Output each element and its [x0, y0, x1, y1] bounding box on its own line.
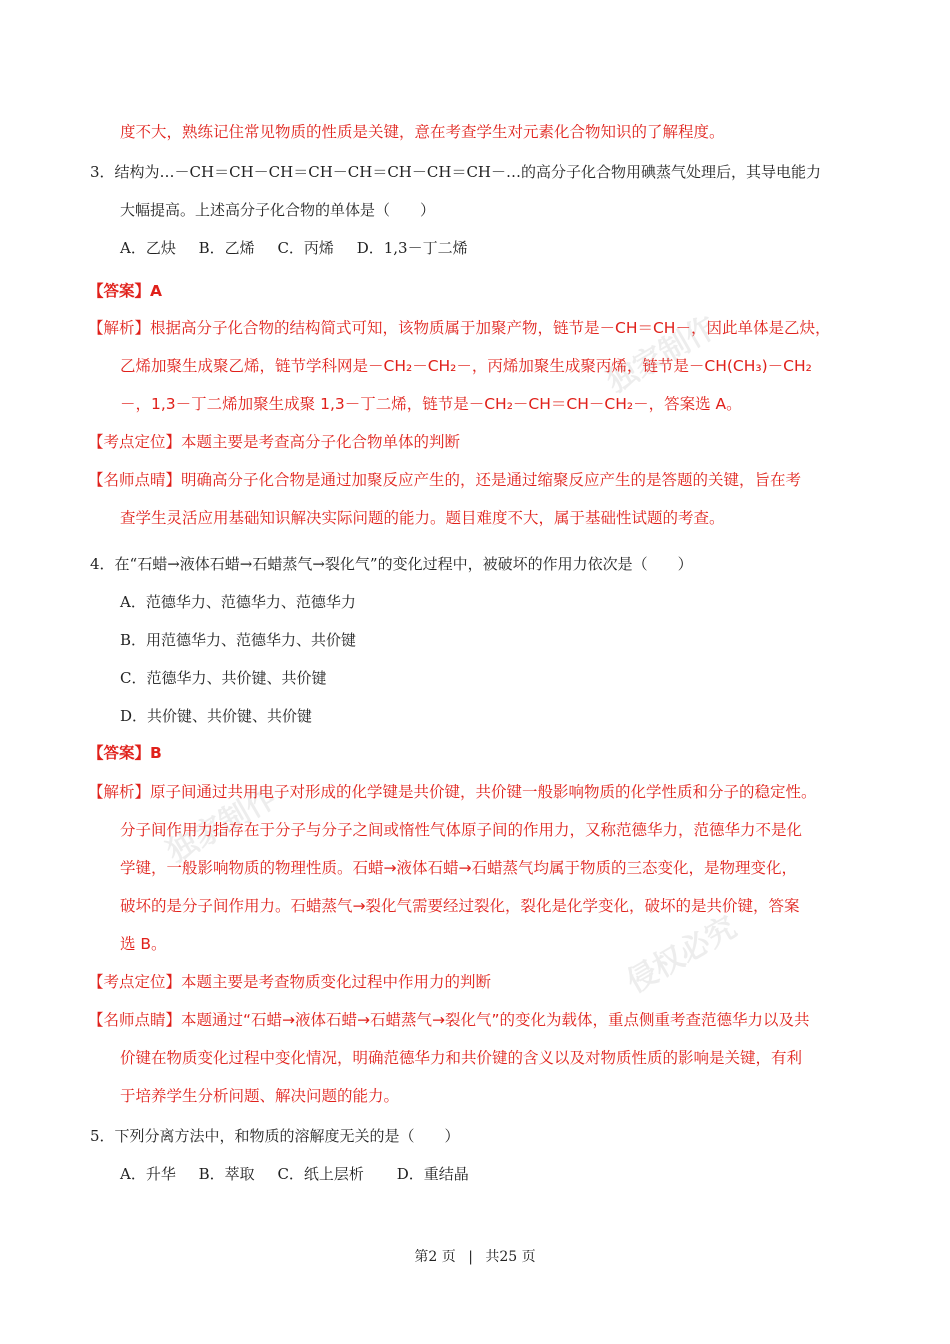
q3-options — [120, 238, 486, 258]
q3-mingshi-line1: 【名师点晴】明确高分子化合物是通过加聚反应产生的，还是通过缩聚反应产生的是答题的关键，旨在考 — [88, 471, 802, 489]
q4-option-b: B．用范德华力、范德华力、共价键 — [120, 631, 357, 649]
watermark-3: 侵权必究 — [621, 909, 743, 1001]
q3-answer: 【答案】A — [88, 282, 162, 300]
q4-analysis-line5: 选 B。 — [120, 935, 167, 953]
q3-option-a: A．乙炔 — [120, 239, 176, 257]
q4-analysis-line4: 破坏的是分子间作用力。石蜡蒸气→裂化气需要经过裂化，裂化是化学变化，破坏的是共价键，答案 — [120, 897, 800, 915]
intro-line: 度不大，熟练记住常见物质的性质是关键，意在考查学生对元素化合物知识的了解程度。 — [120, 123, 725, 141]
q4-analysis-line2: 分子间作用力指存在于分子与分子之间或惰性气体原子间的作用力，又称范德华力，范德华力不是化 — [120, 821, 803, 839]
q5-option-a: A．升华 — [120, 1165, 176, 1183]
footer-separator: | — [468, 1249, 473, 1265]
q4-stem: 4．在“石蜡→液体石蜡→石蜡蒸气→裂化气”的变化过程中，被破坏的作用力依次是（ ） — [90, 555, 693, 573]
q3-stem-line1: 3．结构为…－CH＝CH－CH＝CH－CH＝CH－CH＝CH－…的高分子化合物用碘蒸气处理后，其导电能力 — [90, 163, 822, 181]
q3-option-c: C．丙烯 — [277, 239, 334, 257]
page-footer — [0, 1246, 950, 1266]
q4-analysis-line3: 学键，一般影响物质的物理性质。石蜡→液体石蜡→石蜡蒸气均属于物质的三态变化，是物理变化， — [120, 859, 797, 877]
page-number: 第2 页 — [414, 1249, 456, 1265]
q4-mingshi-line3: 于培养学生分析问题、解决问题的能力。 — [120, 1087, 400, 1105]
q3-mingshi-line2: 查学生灵活应用基础知识解决实际问题的能力。题目难度不大，属于基础性试题的考查。 — [120, 509, 725, 527]
q4-analysis-line1: 【解析】原子间通过共用电子对形成的化学键是共价键，共价键一般影响物质的化学性质和分子的稳定性。 — [88, 783, 817, 801]
q5-option-b: B．萃取 — [198, 1165, 255, 1183]
watermark-1: 独家制作 — [601, 309, 723, 401]
page-total: 共25 页 — [485, 1249, 536, 1265]
q3-option-d: D．1,3－丁二烯 — [356, 239, 468, 257]
q4-option-c: C．范德华力、共价键、共价键 — [120, 669, 327, 687]
q5-option-c: C．纸上层析 — [277, 1165, 364, 1183]
q5-option-d: D．重结晶 — [396, 1165, 469, 1183]
q4-option-a: A．范德华力、范德华力、范德华力 — [120, 593, 356, 611]
q4-answer: 【答案】B — [88, 744, 162, 762]
q3-analysis-line1: 【解析】根据高分子化合物的结构简式可知，该物质属于加聚产物，链节是－CH＝CH－，因此单体是乙炔， — [88, 319, 831, 337]
q4-kaodian: 【考点定位】本题主要是考查物质变化过程中作用力的判断 — [88, 973, 492, 991]
q5-stem: 5．下列分离方法中，和物质的溶解度无关的是（ ） — [90, 1127, 460, 1145]
q3-analysis-line3: －，1,3－丁二烯加聚生成聚 1,3－丁二烯，链节是－CH₂－CH＝CH－CH₂－，答案选 A。 — [120, 395, 742, 413]
watermark-2: 独家制作 — [161, 779, 283, 871]
q3-stem-line2: 大幅提高。上述高分子化合物的单体是（ ） — [120, 201, 436, 219]
q3-analysis-line2: 乙烯加聚生成聚乙烯，链节学科网是－CH₂－CH₂－，丙烯加聚生成聚丙烯，链节是－CH(CH₃)－CH₂ — [120, 357, 812, 375]
q4-mingshi-line2: 价键在物质变化过程中变化情况，明确范德华力和共价键的含义以及对物质性质的影响是关键，有利 — [120, 1049, 803, 1067]
q3-kaodian: 【考点定位】本题主要是考查高分子化合物单体的判断 — [88, 433, 461, 451]
q3-option-b: B．乙烯 — [198, 239, 255, 257]
q4-option-d: D．共价键、共价键、共价键 — [120, 707, 313, 725]
q4-mingshi-line1: 【名师点睛】本题通过“石蜡→液体石蜡→石蜡蒸气→裂化气”的变化为载体，重点侧重考查范德华力以及共 — [88, 1011, 810, 1029]
q5-options — [120, 1164, 487, 1184]
